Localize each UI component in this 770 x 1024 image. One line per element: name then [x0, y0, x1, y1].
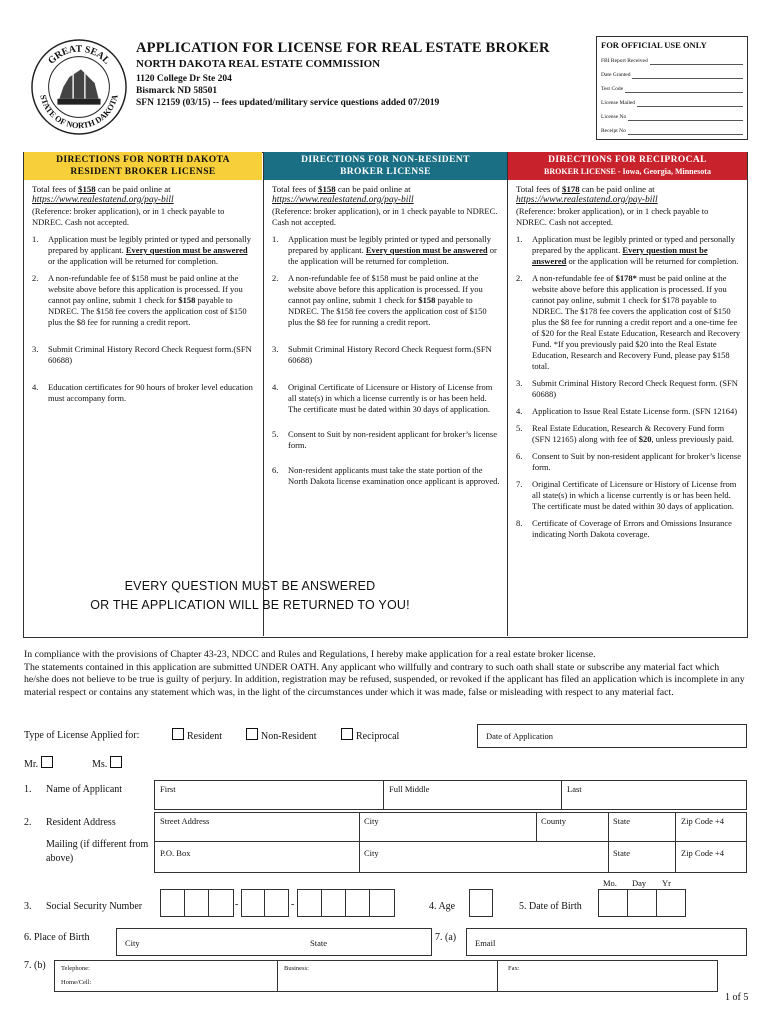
place-of-birth-row [116, 928, 432, 956]
nonresident-checkbox[interactable]: Non-Resident [246, 728, 317, 742]
ssn-dash-1: - [235, 899, 239, 910]
mailing-state-field[interactable]: State [609, 842, 676, 872]
direction-item: 3. Submit Criminal History Record Check Request form.(SFN 60688) [32, 344, 252, 365]
age-field[interactable] [469, 889, 493, 917]
telephone-field[interactable]: Telephone: Home/Cell: [55, 961, 278, 991]
compliance-statement: In compliance with the provisions of Chapter 43-23, NDCC and Rules and Regulations, I hereby make application for a real estate broker license. The statements contained in this application are submitted UNDER OATH. Any applicant who willfully and contrary to such oath shall state or subscribe any material fact which he/she does not believe to be true is guilty of perjury. In addition, registration may be refused, suspended, or revoked if the applicant has filed an application which is incomplete in any material respect or contains any statement which was, in the light of the circumstances under which it was made, false or misleading with respect to any material fact. [24, 649, 745, 698]
license-type-label: Type of License Applied for: [24, 730, 140, 741]
office-field-fbi: FBI Report Received [601, 54, 747, 68]
name-label: Name of Applicant [46, 784, 123, 795]
middle-name-field[interactable]: Full Middle [384, 781, 562, 809]
direction-item: 5. Real Estate Education, Research & Recovery Fund form (SFN 12165) along with fee of $20, unless previously paid. [516, 423, 734, 444]
resident-header: DIRECTIONS FOR NORTH DAKOTA RESIDENT BROKER LICENSE [24, 152, 262, 180]
q1-number: 1. [24, 784, 32, 795]
agency-street: 1120 College Dr Ste 204 [136, 74, 232, 84]
age-label: 4. Age [429, 901, 456, 912]
office-field-license-mailed: License Mailed [601, 96, 747, 110]
po-box-field[interactable]: P.O. Box [155, 842, 360, 872]
ssn-area-field[interactable] [160, 889, 234, 917]
name-row [154, 780, 747, 810]
reciprocal-directions: DIRECTIONS FOR RECIPROCAL BROKER LICENSE - Iowa, Georgia, Minnesota Total fees of $178 can be paid online at https://www.realestatend.org/pay-bill (Reference: broker application), or in 1 check payable to NDREC. Cash not accepted. 1. Application must be legibly printed or typed and personally prepared by the applicant. Every question must be answered or the application will be returned for completion. 2. A non-refundable fee of $178* must be paid online at the website above before this application is processed. If you cannot pay online, submit 1 check for $178 payable to NDREC. The $178 fee covers the application cost of $150 plus the $8 fee for running a credit report and a one-time fee of $20 for the Real Estate Education, Research and Recovery Fund. *If you previously paid $20 into the Real Estate Education, Research and Recovery Fund, please pay $158 total. 3. Submit Criminal History Record Check Request form. (SFN 60688) 4. Application to Issue Real Estate License form. (SFN 12164) 5. Real Estate Education, Research & Recovery Fund form (SFN 12165) along with fee of $20, unless previously paid. 6. Consent to Suit by non-resident applicant for broker’s license form. 7. Original Certificate of Licensure or History of License from all state(s) in which a license currently is or has been held. The certificate must be dated within 30 days of application. 8. Certificate of Coverage of Errors and Omissions Insurance indicating North Dakota coverage. [507, 152, 747, 636]
direction-item: 3. Submit Criminal History Record Check Request form. (SFN 60688) [516, 378, 738, 399]
form-id: SFN 12159 (03/15) -- fees updated/military service questions added 07/2019 [136, 98, 440, 108]
date-of-application-field[interactable]: Date of Application [477, 724, 747, 748]
svg-text:GREAT SEAL: GREAT SEAL [46, 43, 112, 67]
direction-item: 1. Application must be legibly printed or typed and personally prepared by applicant. Every question must be answered or the application will be returned for completion. [32, 234, 252, 266]
direction-item: 2. A non-refundable fee of $178* must be paid online at the website above before this application is processed. If you cannot pay online, submit 1 check for $178 payable to NDREC. The $178 fee covers the application cost of $150 plus the $8 fee for running a credit report and a one-time fee of $20 for the Real Estate Education, Research and Recovery Fund. *If you previously paid $20 into the Real Estate Education, Research and Recovery Fund, please pay $158 total. [516, 273, 741, 371]
office-field-receipt-no: Receipt No [601, 124, 747, 138]
ms-checkbox[interactable]: Ms. [92, 756, 125, 770]
office-field-license-no: License No [601, 110, 747, 124]
answer-warning: EVERY QUESTION MUST BE ANSWERED OR THE APPLICATION WILL BE RETURNED TO YOU! [90, 579, 410, 612]
direction-item: 6. Consent to Suit by non-resident applicant for broker’s license form. [516, 451, 741, 472]
first-name-field[interactable]: First [155, 781, 384, 809]
agency-name: NORTH DAKOTA REAL ESTATE COMMISSION [136, 58, 381, 70]
zip-field[interactable]: Zip Code +4 [681, 816, 725, 826]
month-label: Mo. [603, 878, 617, 888]
north-dakota-seal [30, 38, 128, 136]
email-field[interactable]: Email [466, 928, 747, 956]
direction-item: 2. A non-refundable fee of $158 must be paid online at the website above before this application is processed. If you cannot pay online, submit 1 check for $158 payable to NDREC. The $158 fee covers the application cost of $150 plus the $8 fee for running a credit report. [272, 273, 487, 327]
nonresident-header: DIRECTIONS FOR NON-RESIDENT BROKER LICENSE [264, 152, 507, 180]
direction-item: 4. Application to Issue Real Estate License form. (SFN 12164) [516, 406, 738, 416]
direction-item: 3. Submit Criminal History Record Check Request form.(SFN 60688) [272, 344, 492, 365]
reciprocal-header: DIRECTIONS FOR RECIPROCAL BROKER LICENSE - Iowa, Georgia, Minnesota [508, 152, 747, 180]
reciprocal-checkbox[interactable]: Reciprocal [341, 728, 399, 742]
direction-item: 4. Education certificates for 90 hours of broker level education must accompany form. [32, 382, 253, 403]
mailing-city-field[interactable]: City [360, 842, 609, 872]
dob-field[interactable] [598, 889, 686, 917]
ssn-group-field[interactable] [241, 889, 289, 917]
direction-item: 4. Original Certificate of Licensure or History of License from all state(s) in which a license currently is or has been held. The certificate must be dated within 30 days of application. [272, 382, 493, 414]
direction-item: 2. A non-refundable fee of $158 must be paid online at the website above before this application is processed. If you cannot pay online, submit 1 check for $158 payable to NDREC. The $158 fee covers the application cost of $150 plus the $8 fee for running a credit report. [32, 273, 247, 327]
fax-field[interactable]: Fax: [508, 965, 520, 972]
dob-label: 5. Date of Birth [519, 901, 582, 912]
ssn-serial-field[interactable] [297, 889, 395, 917]
resident-address-row [154, 812, 747, 842]
direction-item: 5. Consent to Suit by non-resident applicant for broker’s license form. [272, 429, 497, 450]
form-title: APPLICATION FOR LICENSE FOR REAL ESTATE BROKER [136, 40, 550, 56]
birth-state-field[interactable]: State [310, 938, 327, 948]
pay-bill-link[interactable]: https://www.realestatend.org/pay-bill [32, 195, 174, 205]
q2-number: 2. [24, 817, 32, 828]
svg-text:STATE OF NORTH DAKOTA: STATE OF NORTH DAKOTA [38, 93, 120, 131]
mailing-label: Mailing (if different from above) [46, 839, 149, 864]
direction-item: 1. Application must be legibly printed or typed and personally prepared by applicant. Every question must be answered or the application will be returned for completion. [272, 234, 497, 266]
official-use-heading: FOR OFFICIAL USE ONLY [601, 40, 707, 50]
direction-item: 6. Non-resident applicants must take the state portion of the North Dakota license examination once applicant is approved. [272, 465, 500, 486]
direction-item: 7. Original Certificate of Licensure or History of License from all state(s) in which a license currently is or has been held. The certificate must be dated within 30 days of application. [516, 479, 737, 511]
pay-bill-link[interactable]: https://www.realestatend.org/pay-bill [516, 195, 658, 205]
state-field[interactable]: State [609, 813, 676, 841]
day-label: Day [632, 878, 647, 888]
direction-item: 1. Application must be legibly printed or typed and personally prepared by the applicant. Every question must be answered or the application will be returned for completion. [516, 234, 739, 266]
office-field-date-granted: Date Granted [601, 68, 747, 82]
agency-city: Bismarck ND 58501 [136, 86, 218, 96]
mailing-zip-field[interactable]: Zip Code +4 [681, 848, 725, 858]
mr-checkbox[interactable]: Mr. [24, 756, 56, 770]
resident-address-label: Resident Address [46, 817, 116, 828]
ssn-label: Social Security Number [46, 901, 143, 912]
q3-number: 3. [24, 901, 32, 912]
year-label: Yr [662, 878, 671, 888]
county-field[interactable]: County [537, 813, 609, 841]
office-field-test-code: Test Code [601, 82, 747, 96]
official-use-box [596, 36, 748, 140]
birth-city-field[interactable]: City [125, 938, 140, 948]
street-address-field[interactable]: Street Address [155, 813, 360, 841]
resident-checkbox[interactable]: Resident [172, 728, 222, 742]
page-number: 1 of 5 [725, 992, 749, 1003]
resident-directions: DIRECTIONS FOR NORTH DAKOTA RESIDENT BROKER LICENSE Total fees of $158 can be paid online at https://www.realestatend.org/pay-bill (Reference: broker application), or in 1 check payable to NDREC. Cash not accepted. 1. Application must be legibly printed or typed and personally prepared by applicant. Every question must be answered or the application will be returned for completion. 2. A non-refundable fee of $158 must be paid online at the website above before this application is processed. If you cannot pay online, submit 1 check for $158 payable to NDREC. The $158 fee covers the application cost of $150 plus the $8 fee for running a credit report. 3. Submit Criminal History Record Check Request form.(SFN 60688) 4. Education certificates for 90 hours of broker level education must accompany form. [24, 152, 262, 636]
mailing-address-row [154, 841, 747, 873]
q7b-label: 7. (b) [24, 960, 46, 971]
phone-row [54, 960, 718, 992]
nonresident-directions: DIRECTIONS FOR NON-RESIDENT BROKER LICENSE Total fees of $158 can be paid online at https://www.realestatend.org/pay-bill (Reference: broker application), or in 1 check payable to NDREC. Cash not accepted. 1. Application must be legibly printed or typed and personally prepared by applicant. Every question must be answered or the application will be returned for completion. 2. A non-refundable fee of $158 must be paid online at the website above before this application is processed. If you cannot pay online, submit 1 check for $158 payable to NDREC. The $158 fee covers the application cost of $150 plus the $8 fee for running a credit report. 3. Submit Criminal History Record Check Request form.(SFN 60688) 4. Original Certificate of Licensure or History of License from all state(s) in which a license currently is or has been held. The certificate must be dated within 30 days of application. 5. Consent to Suit by non-resident applicant for broker’s license form. 6. Non-resident applicants must take the state portion of the North Dakota license examination once applicant is approved. [263, 152, 507, 636]
business-phone-field[interactable]: Business: [278, 961, 498, 991]
ssn-dash-2: - [291, 899, 295, 910]
place-of-birth-label: 6. Place of Birth [24, 932, 90, 943]
pay-bill-link[interactable]: https://www.realestatend.org/pay-bill [272, 195, 414, 205]
direction-item: 8. Certificate of Coverage of Errors and Omissions Insurance indicating North Dakota coverage. [516, 518, 732, 539]
q7a-label: 7. (a) [435, 932, 457, 943]
last-name-field[interactable]: Last [567, 784, 582, 794]
city-field[interactable]: City [360, 813, 537, 841]
